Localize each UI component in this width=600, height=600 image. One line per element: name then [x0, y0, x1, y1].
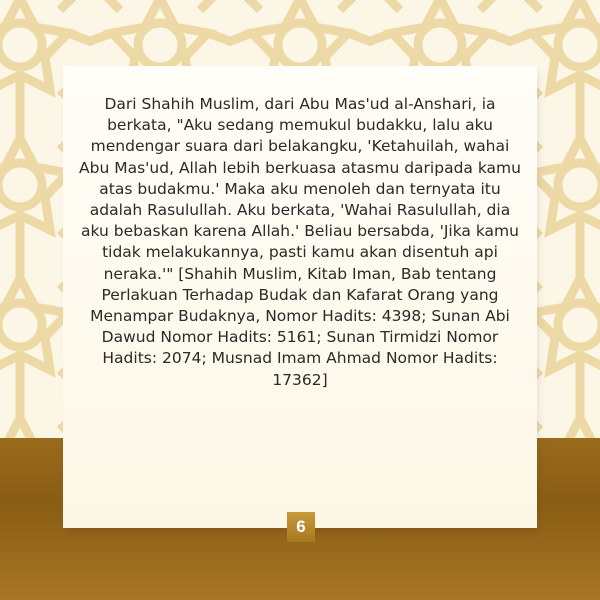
page-number-badge: 6: [287, 512, 315, 542]
hadith-text: Dari Shahih Muslim, dari Abu Mas'ud al-Anshari, ia berkata, "Aku sedang memukul budakku, lalu aku mendengar suara dari belakangku, 'Ketahuilah, wahai Abu Mas'ud, Allah lebih berkuasa atasmu daripada kamu atas budakmu.' Maka aku menoleh dan ternyata itu adalah Rasulullah. Aku berkata, 'Wahai Rasulullah, dia aku bebaskan karena Allah.' Beliau bersabda, 'Jika kamu tidak melakukannya, pasti kamu akan disentuh api neraka.'" [Shahih Muslim, Kitab Iman, Bab tentang Perlakuan Terhadap Budak dan Kafarat Orang yang Menampar Budaknya, Nomor Hadits: 4398; Sunan Abi Dawud Nomor Hadits: 5161; Sunan Tirmidzi Nomor Hadits: 2074; Musnad Imam Ahmad Nomor Hadits: 17362]: [79, 95, 521, 389]
quote-card: [63, 66, 537, 528]
